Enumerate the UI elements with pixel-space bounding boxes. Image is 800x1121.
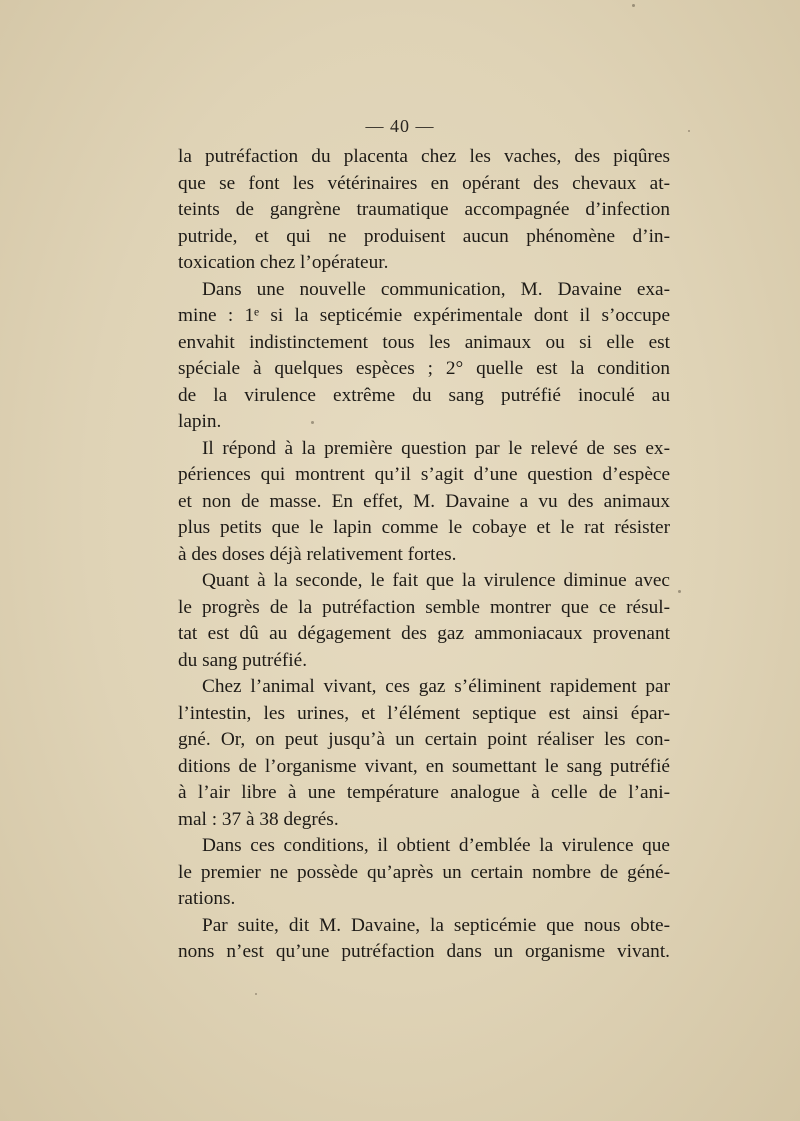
text-line: putride, et qui ne produisent aucun phénomène d’in- xyxy=(178,225,670,247)
text-line: Dans ces conditions, il obtient d’emblée la virulence que xyxy=(202,835,670,856)
page-number: — 40 — xyxy=(365,116,435,136)
text-line: l’intestin, les urines, et l’élément septique est ainsi épar- xyxy=(178,702,670,724)
text-line: tat est dû au dégagement des gaz ammoniacaux provenant xyxy=(178,623,670,644)
text-line: Dans une nouvelle communication, M. Davaine exa- xyxy=(202,278,670,300)
text-line: le progrès de la putréfaction semble montrer que ce résul- xyxy=(178,596,670,618)
text-line: la putréfaction du placenta chez les vaches, des piqûres xyxy=(178,146,670,167)
paper-speck xyxy=(255,993,257,995)
text-line: Quant à la seconde, le fait que la virulence diminue avec xyxy=(202,570,670,591)
text-line: périences qui montrent qu’il s’agit d’une question d’espèce xyxy=(178,464,670,485)
text-line: mal : 37 à 38 degrés. xyxy=(178,808,339,830)
text-line: ditions de l’organisme vivant, en soumettant le sang putréfié xyxy=(178,755,670,777)
text-line: Par suite, dit M. Davaine, la septicémie que nous obte- xyxy=(202,914,670,936)
text-line: gné. Or, on peut jusqu’à un certain point réaliser les con- xyxy=(178,729,670,750)
text-line: nons n’est qu’une putréfaction dans un organisme vivant. xyxy=(178,941,670,962)
text-line: que se font les vétérinaires en opérant des chevaux at- xyxy=(178,172,670,194)
text-line: de la virulence extrême du sang putréfié inoculé au xyxy=(178,384,670,406)
text-line: teints de gangrène traumatique accompagnée d’infection xyxy=(178,199,670,220)
text-line: du sang putréfié. xyxy=(178,649,308,671)
paper-speck xyxy=(632,4,635,7)
text-line: mine : 1ᵉ si la septicémie expérimentale dont il s’occupe xyxy=(178,305,670,326)
text-line: spéciale à quelques espèces ; 2° quelle est la condition xyxy=(178,358,670,379)
body-text xyxy=(178,144,670,966)
text-line: le premier ne possède qu’après un certain nombre de géné- xyxy=(178,861,670,883)
text-line: à des doses déjà relativement fortes. xyxy=(178,543,457,565)
text-line: toxication chez l’opérateur. xyxy=(178,252,389,273)
text-line: Il répond à la première question par le relevé de ses ex- xyxy=(202,437,670,459)
text-line: Chez l’animal vivant, ces gaz s’éliminent rapidement par xyxy=(202,676,670,697)
text-line: à l’air libre à une température analogue à celle de l’ani- xyxy=(178,782,670,803)
text-line: plus petits que le lapin comme le cobaye et le rat résister xyxy=(178,517,670,538)
text-line: envahit indistinctement tous les animaux ou si elle est xyxy=(178,331,670,353)
text-line: et non de masse. En effet, M. Davaine a vu des animaux xyxy=(178,490,670,512)
paper-speck xyxy=(311,421,314,424)
paper-speck xyxy=(678,590,681,593)
paper-speck xyxy=(688,130,690,132)
text-line: rations. xyxy=(178,888,236,909)
text-line: lapin. xyxy=(178,411,222,432)
